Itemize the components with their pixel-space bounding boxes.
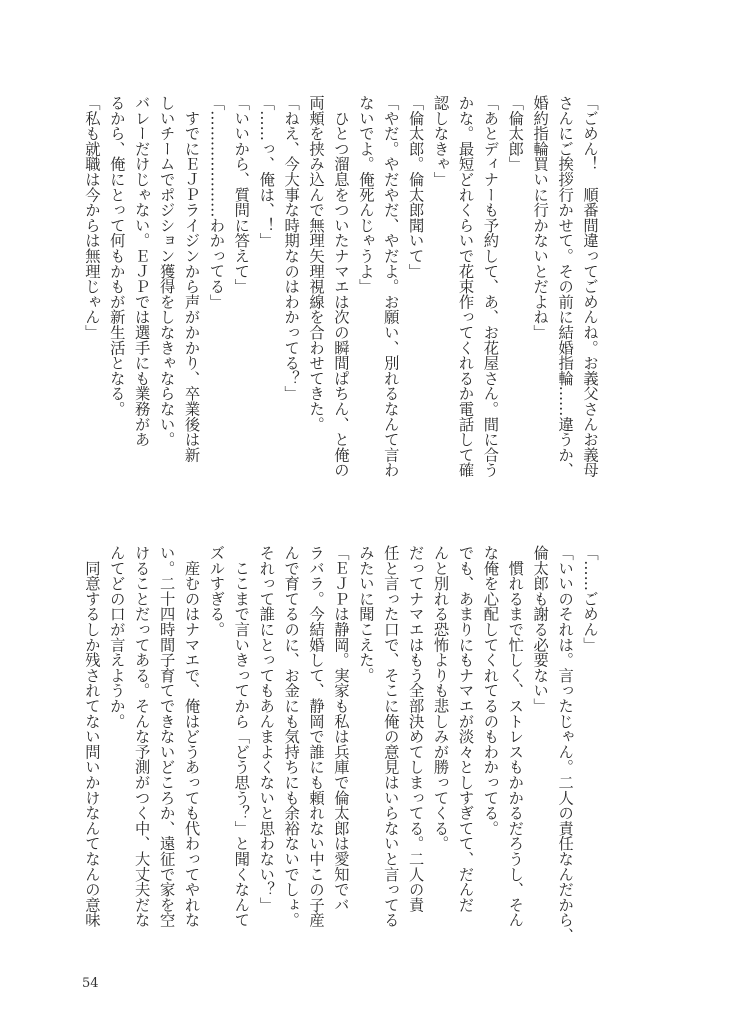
text-column: 両頬を挟み込んで無理矢理視線を合わせてきた。 — [307, 95, 326, 432]
text-column: 倫太郎も謝る必要ない」 — [531, 545, 550, 714]
text-column: い。二十四時間子育てできないどころか、遠征で家を空 — [157, 545, 176, 928]
text-column: 「倫太郎。倫太郎聞いて」 — [406, 95, 425, 279]
text-column: 「倫太郎」 — [506, 95, 525, 172]
text-column: 「…………………わかってる」 — [207, 95, 226, 310]
text-column: 「あとディナーも予約して、あ、お花屋さん。間に合う — [481, 95, 500, 478]
lower-text-block — [79, 545, 602, 955]
text-column: 「いいのそれは。言ったじゃん。二人の責任なんだから、 — [556, 545, 575, 943]
text-column: けることだってある。そんな予測がつく中、大丈夫だな — [132, 545, 151, 928]
text-column: ないでよ。俺死んじゃうよ」 — [356, 95, 375, 294]
text-column: な俺を心配してくれてるのもわかってる。 — [481, 545, 500, 836]
text-column: ひとつ溜息をついたナマエは次の瞬間ぱちん、と俺の — [331, 95, 350, 478]
text-column: バレーだけじゃない。ＥＪＰでは選手にも業務があ — [132, 95, 151, 447]
upper-text-block — [79, 95, 602, 505]
text-column: 慣れるまで忙しく、ストレスもかかるだろうし、そん — [506, 545, 525, 928]
text-column: 産むのはナマエで、俺はどうあっても代わってやれな — [182, 545, 201, 928]
text-column: 婚約指輪買いに行かないとだよね」 — [531, 95, 550, 340]
text-column: るから、俺にとって何もかもが新生活となる。 — [107, 95, 126, 417]
text-column: 「やだ。やだやだ、やだよ。お願い、別れるなんて言わ — [381, 95, 400, 478]
text-column: 「ＥＪＰは静岡。実家も私は兵庫で倫太郎は愛知でバ — [331, 545, 350, 913]
text-column: だってナマエはもう全部決めてしまってる。二人の責 — [406, 545, 425, 913]
text-column: 「……ごめん」 — [581, 545, 599, 653]
text-column: ここまで言いきってから「どう思う？」と聞くなんて — [232, 545, 251, 928]
text-column: 任と言った口で、そこに俺の意見はいらないと言ってる — [381, 545, 400, 928]
text-column: ラバラ。今結婚して、静岡で誰にも頼れない中この子産 — [307, 545, 326, 928]
text-column: 「ごめん！ 順番間違ってごめんね。お義父さんお義母 — [581, 95, 599, 478]
text-column: 「いいから、質問に答えて」 — [232, 95, 251, 294]
text-column: すでにＥＪＰライジンから声がかかり、卒業後は新 — [182, 95, 201, 463]
text-column: みたいに聞こえた。 — [356, 545, 375, 683]
text-column: んで育てるのに、お金にも気持ちにも余裕ないでしょ。 — [282, 545, 301, 928]
text-column: かな。最短どれくらいで花束作ってくれるか電話して確 — [456, 95, 475, 478]
text-column: それって誰にとってもあんまよくないと思わない？」 — [257, 545, 276, 913]
text-column: でも、あまりにもナマエが淡々としすぎてて、だんだ — [456, 545, 475, 913]
text-column: 「……っ、俺は、！」 — [257, 95, 276, 248]
text-column: 「私も就職は今からは無理じゃん」 — [82, 95, 101, 340]
text-column: さんにご挨拶行かせて。その前に結婚指輪……違うか、 — [556, 95, 575, 478]
text-column: んと別れる恐怖よりも悲しみが勝ってくる。 — [431, 545, 450, 851]
text-column: 同意するしか残されてない問いかけなんてなんの意味 — [82, 545, 101, 928]
page-number: 54 — [82, 976, 99, 991]
text-column: しいチームでポジション獲得をしなきゃならない。 — [157, 95, 176, 447]
text-column: 「ねえ、今大事な時期なのはわかってる？」 — [282, 95, 301, 401]
text-column: ズルすぎる。 — [207, 545, 226, 637]
text-column: んてどの口が言えようか。 — [107, 545, 126, 729]
text-column: 認しなきゃ」 — [431, 95, 450, 187]
